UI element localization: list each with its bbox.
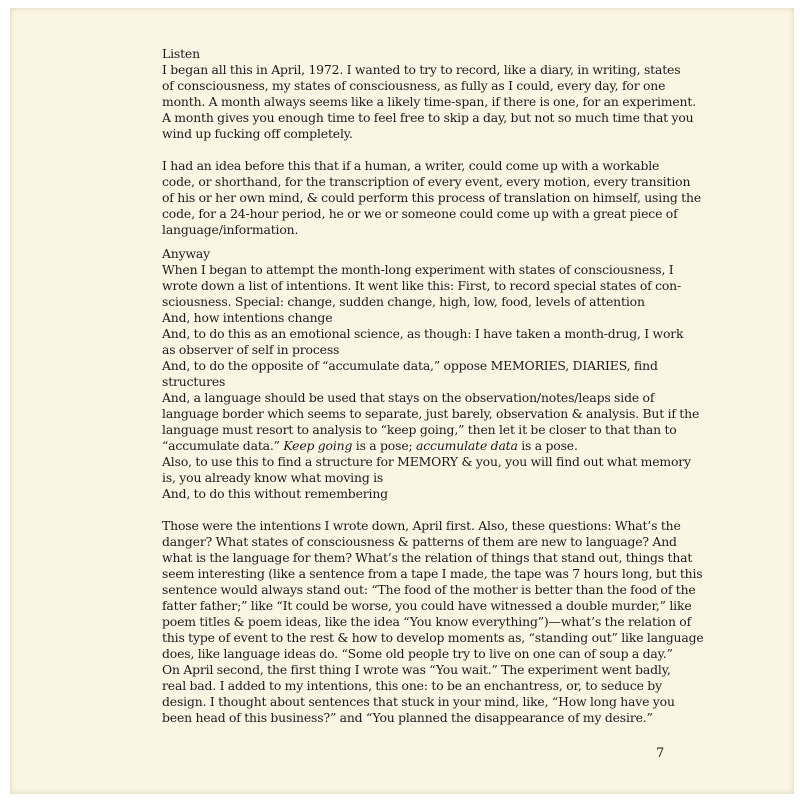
text-line: structures [162,374,226,389]
book-page [10,8,794,794]
text-line: Listen [162,46,200,61]
text-line: And, to do the opposite of “accumulate data,” oppose MEMORIES, DIARIES, find [162,358,658,373]
text-line: I began all this in April, 1972. I wanted to try to record, like a diary, in writing, states [162,62,681,77]
paragraph-idea [162,158,702,238]
paragraph-intentions [162,246,700,502]
text-line: language/information. [162,222,299,237]
text-line: And, to do this as an emotional science, as though: I have taken a month-drug, I work [162,326,684,341]
text-line: been head of this business?” and “You planned the disappearance of my desire.” [162,710,653,725]
text-line: I had an idea before this that if a human, a writer, could come up with a workable [162,158,660,173]
text-line: poem titles & poem ideas, like the idea “You know everything”)—what’s the relation of [162,614,692,629]
text-line: code, for a 24-hour period, he or we or someone could come up with a great piece of [162,206,678,221]
text-line: month. A month always seems like a likely time-span, if there is one, for an experiment. [162,94,697,109]
text-line: fatter father;” like “It could be worse, you could have witnessed a double murder,” like [162,598,692,613]
text-line: code, or shorthand, for the transcription of every event, every motion, every transition [162,174,691,189]
text-line: real bad. I added to my intentions, this one: to be an enchantress, or, to seduce by [162,678,662,693]
paragraph-questions [162,518,704,662]
text-line: When I began to attempt the month-long experiment with states of consciousness, I [162,262,674,277]
text-line: this type of event to the rest & how to develop moments as, “standing out” like language [162,630,704,645]
text-line: And, how intentions change [162,310,333,325]
text-line: seem interesting (like a sentence from a tape I made, the tape was 7 hours long, but this [162,566,703,581]
text-line: design. I thought about sentences that stuck in your mind, like, “How long have you [162,694,675,709]
text-line: sciousness. Special: change, sudden change, high, low, food, levels of attention [162,294,645,309]
text-line: And, to do this without remembering [162,486,388,501]
text-line: language must resort to analysis to “keep going,” then let it be closer to that than to [162,422,677,437]
text-line: is, you already know what moving is [162,470,384,485]
text-line: Anyway [162,246,211,261]
text-line: A month gives you enough time to feel free to skip a day, but not so much time that you [162,110,694,125]
text-line: On April second, the first thing I wrote was “You wait.” The experiment went badly, [162,662,671,677]
text-line: And, a language should be used that stays on the observation/notes/leaps side of [162,390,655,405]
text-line: danger? What states of consciousness & patterns of them are new to language? And [162,534,677,549]
text-line: wind up fucking off completely. [162,126,353,141]
text-line: wrote down a list of intentions. It went like this: First, to record special states of con- [162,278,682,293]
text-line: sentence would always stand out: “The food of the mother is better than the food of the [162,582,696,597]
text-line: what is the language for them? What’s the relation of things that stand out, things that [162,550,693,565]
paragraph-april-second [162,662,686,726]
text-line: as observer of self in process [162,342,340,357]
paragraph-listen [162,46,697,142]
text-line: Those were the intentions I wrote down, April first. Also, these questions: What’s the [162,518,681,533]
text-line: Also, to use this to find a structure for MEMORY & you, you will find out what memory [162,454,691,469]
text-line: does, like language ideas do. “Some old people try to live on one can of soup a day.” [162,646,673,661]
text-line: language border which seems to separate, just barely, observation & analysis. But if the [162,406,700,421]
page-number: 7 [656,746,665,761]
text-line-with-italics: “accumulate data.” Keep going is a pose; accumulate data is a pose. [162,438,578,453]
text-line: of consciousness, my states of consciousness, as fully as I could, every day, for one [162,78,666,93]
text-line: of his or her own mind, & could perform this process of translation on himself, using the [162,190,702,205]
